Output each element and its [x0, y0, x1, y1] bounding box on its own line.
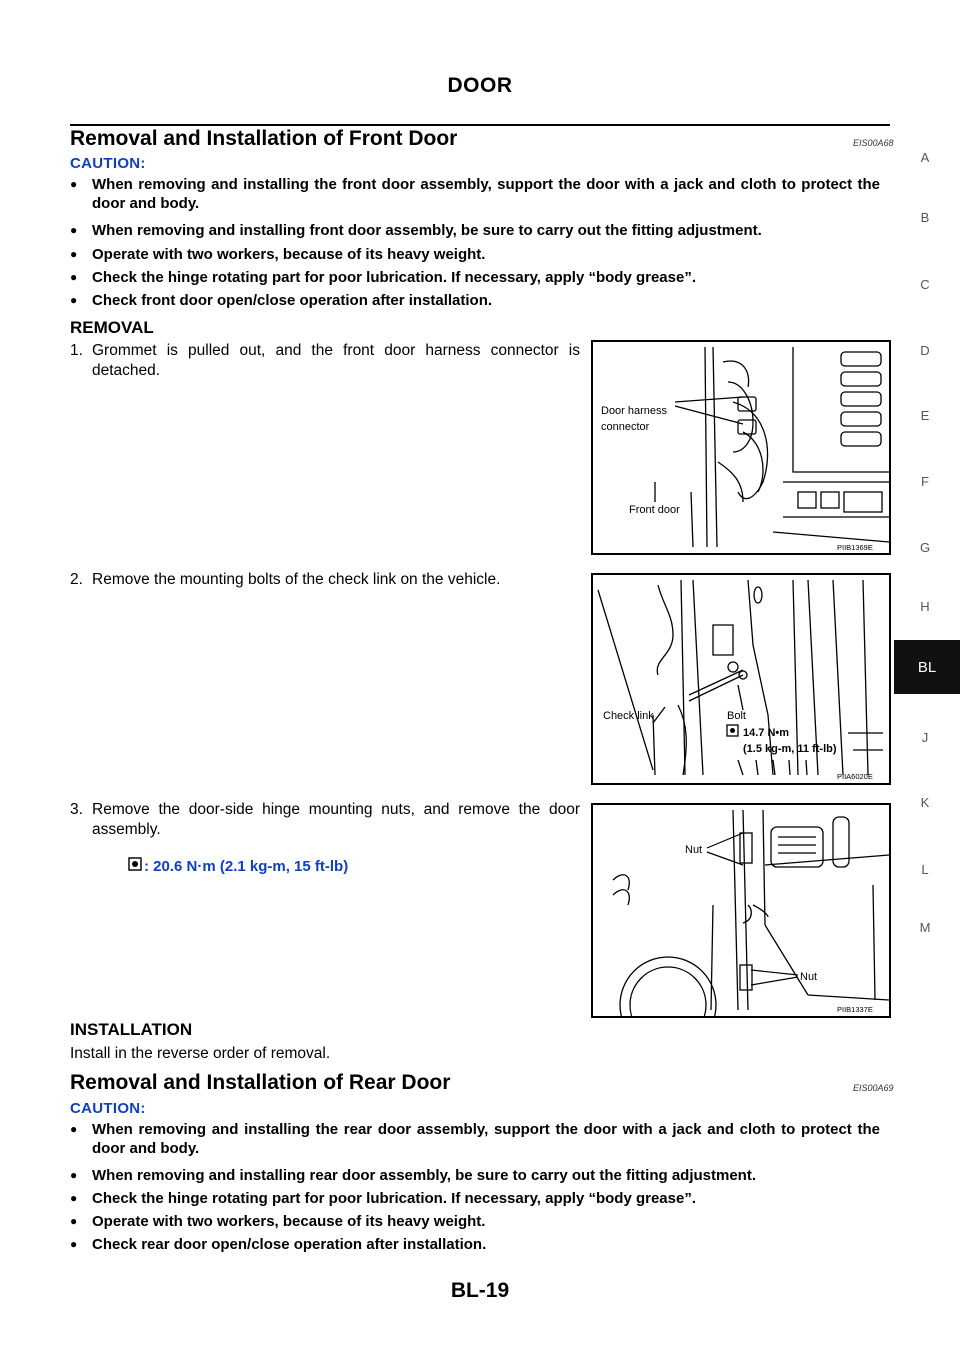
label-door-harness: Door harness	[601, 405, 668, 417]
figure-id: PIIB1337E	[837, 1005, 873, 1014]
side-index-l[interactable]: L	[921, 862, 929, 877]
front-door-code: EIS00A68	[853, 138, 894, 148]
label-front-door: Front door	[629, 504, 680, 516]
bullet-icon: ●	[70, 1237, 78, 1251]
torque-wrench-icon	[128, 857, 144, 873]
step-3-torque: : 20.6 N·m (2.1 kg-m, 15 ft-lb)	[128, 857, 348, 875]
figure-hinge-nuts	[591, 803, 891, 1018]
bullet-icon: ●	[70, 1122, 78, 1136]
front-caution-label: CAUTION:	[70, 155, 146, 172]
rear-caution-item: ● When removing and installing the rear door assembly, support the door with a jack and cloth to protect the door and body.	[70, 1121, 880, 1157]
side-index-d[interactable]: D	[920, 343, 930, 358]
side-index-j[interactable]: J	[921, 730, 929, 745]
figure-door-harness-connector	[591, 340, 891, 555]
check-link-illustration	[593, 575, 889, 783]
bullet-icon: ●	[70, 1191, 78, 1205]
label-connector: connector	[601, 421, 650, 433]
removal-heading: REMOVAL	[70, 318, 154, 337]
figure-check-link	[591, 573, 891, 785]
side-index-k[interactable]: K	[920, 795, 930, 810]
installation-heading: INSTALLATION	[70, 1020, 193, 1039]
bullet-icon: ●	[70, 177, 78, 191]
side-index-m[interactable]: M	[919, 920, 931, 935]
label-torque-nm: 14.7 N•m	[743, 727, 790, 739]
bullet-icon: ●	[70, 270, 78, 284]
rear-caution-item: ● When removing and installing rear door assembly, be sure to carry out the fitting adjustment.	[70, 1167, 756, 1184]
label-nut-upper: Nut	[685, 844, 703, 856]
door-harness-illustration	[593, 342, 889, 553]
side-index-f[interactable]: F	[921, 474, 929, 489]
label-bolt: Bolt	[727, 710, 746, 722]
removal-step-1: 1. Grommet is pulled out, and the front door harness connector is detached.	[70, 342, 580, 379]
figure-id: PIIA6020E	[837, 772, 873, 781]
rear-caution-item: ● Check rear door open/close operation after installation.	[70, 1236, 487, 1253]
side-index-a[interactable]: A	[920, 150, 930, 165]
hinge-nuts-illustration	[593, 805, 889, 1016]
rear-door-title: Removal and Installation of Rear Door	[70, 1071, 451, 1094]
front-caution-item: ● When removing and installing the front door assembly, support the door with a jack and cloth to protect the door and body.	[70, 176, 880, 212]
rear-door-code: EIS00A69	[853, 1083, 894, 1093]
bullet-icon: ●	[70, 293, 78, 307]
removal-step-2: 2. Remove the mounting bolts of the check link on the vehicle.	[70, 571, 501, 588]
label-check-link: Check link	[603, 710, 654, 722]
front-caution-item: ● When removing and installing front door assembly, be sure to carry out the fitting adjustment.	[70, 222, 762, 239]
front-caution-item: ● Operate with two workers, because of its heavy weight.	[70, 246, 486, 263]
removal-step-3: 3. Remove the door-side hinge mounting nuts, and remove the door assembly.	[70, 801, 580, 838]
bullet-icon: ●	[70, 1214, 78, 1228]
side-index-c[interactable]: C	[920, 277, 930, 292]
bullet-icon: ●	[70, 223, 78, 237]
installation-text: Install in the reverse order of removal.	[70, 1045, 331, 1062]
front-door-title: Removal and Installation of Front Door	[70, 127, 458, 150]
rear-caution-item: ● Check the hinge rotating part for poor lubrication. If necessary, apply “body grease”.	[70, 1190, 697, 1207]
front-caution-item: ● Check the hinge rotating part for poor lubrication. If necessary, apply “body grease”.	[70, 269, 697, 286]
side-index-g[interactable]: G	[919, 540, 931, 555]
side-index-bl-active[interactable]: BL	[894, 640, 960, 694]
rear-caution-label: CAUTION:	[70, 1100, 146, 1117]
torque-wrench-icon	[727, 725, 738, 736]
side-index-e[interactable]: E	[920, 408, 930, 423]
label-torque-imperial: (1.5 kg-m, 11 ft-lb)	[743, 743, 837, 755]
bullet-icon: ●	[70, 247, 78, 261]
header-rule	[70, 124, 890, 126]
front-caution-item: ● Check front door open/close operation after installation.	[70, 292, 493, 309]
figure-id: PIIB1369E	[837, 543, 873, 552]
side-index-h[interactable]: H	[920, 599, 930, 614]
page-number: BL-19	[450, 1279, 510, 1302]
rear-caution-item: ● Operate with two workers, because of its heavy weight.	[70, 1213, 486, 1230]
label-nut-lower: Nut	[800, 971, 818, 983]
side-index-b[interactable]: B	[920, 210, 930, 225]
page-header-title: DOOR	[447, 74, 513, 97]
bullet-icon: ●	[70, 1168, 78, 1182]
